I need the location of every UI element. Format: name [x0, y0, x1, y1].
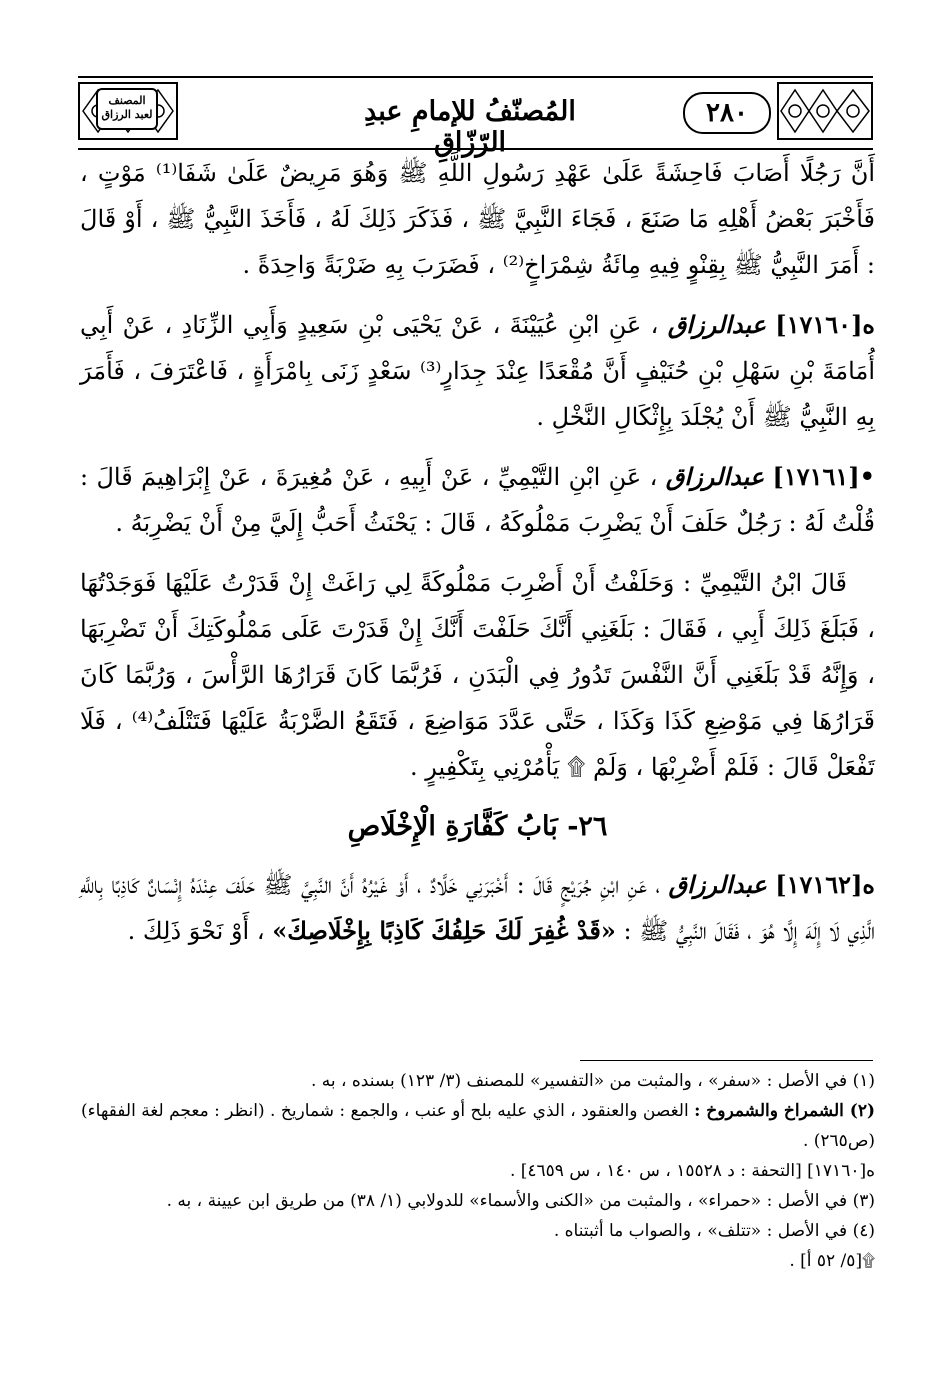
page-number: ٢٨٠ — [683, 92, 771, 134]
main-text — [80, 150, 875, 968]
prophetic-quote: «قَدْ غُفِرَ لَكَ حَلِفُكَ كَاذِبًا بِإِخْلَاصِكَ» — [272, 916, 616, 945]
footnote-1: (١) في الأصل : «سفر» ، والمثبت من «التفسير» للمصنف (٣/ ١٢٣) بسنده ، به . — [310, 1071, 875, 1091]
running-header — [78, 76, 873, 158]
hadith-17162 — [80, 862, 875, 954]
hadith-text: ، عَنِ ابْنِ عُيَيْنَةَ ، عَنْ يَحْيَى بْنِ سَعِيدٍ وَأَبِي الزِّنَادِ ، عَنْ أَبِي أُمَامَةَ بْنِ سَهْلِ بْنِ حُنَيْفٍ أَنَّ مُقْعَدًا عِنْدَ جِدَارٍ⁽³⁾ سَعْدٍ زَنَى بِامْرَأَةٍ ، فَاعْتَرَفَ ، فَأَمَرَ بِهِ النَّبِيُّ ﷺ أَنْ يُجْلَدَ بِإِثْكَالِ النَّخْلِ . — [80, 311, 875, 431]
paragraph-continuation: أَنَّ رَجُلًا أَصَابَ فَاحِشَةً عَلَىٰ عَهْدِ رَسُولِ اللَّهِ ﷺ وَهُوَ مَرِيضٌ عَلَىٰ شَفَا⁽¹⁾ مَوْتٍ ، فَأَخْبَرَ بَعْضُ أَهْلِهِ مَا صَنَعَ ، فَجَاءَ النَّبِيَّ ﷺ ، فَذَكَرَ ذَلِكَ لَهُ ، فَأَخَذَ النَّبِيُّ ﷺ ، أَوْ قَالَ : أَمَرَ النَّبِيُّ ﷺ بِقِنْوٍ فِيهِ مِائَةُ شِمْرَاخٍ⁽²⁾ ، فَضَرَبَ بِهِ ضَرْبَةً وَاحِدَةً . — [80, 159, 876, 279]
paragraph-ibn-taymi: قَالَ ابْنُ التَّيْمِيِّ : وَحَلَفْتُ أَنْ أَضْرِبَ مَمْلُوكَةً لِي رَاغَتْ إِنْ قَدَرْتُ عَلَيْهَا فَوَجَدْتُهَا ، فَبَلَغَ ذَلِكَ أَبِي ، فَقَالَ : بَلَغَنِي أَنَّكَ حَلَفْتَ أَنَّكَ إِنْ قَدَرْتَ عَلَى مَمْلُوكَتِكَ أَنْ تَضْرِبَهَا ، وَإِنَّهُ قَدْ بَلَغَنِي أَنَّ النَّفْسَ تَدُورُ فِي الْبَدَنِ ، فَرُبَّمَا كَانَ قَرَارُهَا الرَّأْسَ ، وَرُبَّمَا كَانَ قَرَارُهَا فِي مَوْضِعِ كَذَا وَكَذَا ، حَتَّى عَدَّدَ مَوَاضِعَ ، فَتَقَعُ الضَّرْبَةُ عَلَيْهَا فَتَتْلَفُ⁽⁴⁾ ، فَلَا تَفْعَلْ قَالَ : فَلَمْ أَضْرِبْهَا ، وَلَمْ ۩ يَأْمُرْنِي بِتَكْفِيرٍ . — [80, 569, 875, 781]
hadith-number: ه[١٧١٦٠] — [775, 310, 875, 339]
narrator: عبدالرزاق — [665, 462, 765, 491]
hadith-number: •[١٧١٦١] — [772, 462, 875, 491]
footnote-3: (٣) في الأصل : «حمراء» ، والمثبت من «الكنى والأسماء» للدولابي (١/ ٣٨) من طريق ابن عيينة ، به . — [166, 1191, 875, 1211]
footnote-tuhfa: ه[١٧١٦٠] [التحفة : د ١٥٥٢٨ ، س ١٤٠ ، س ٤٦٥٩] . — [509, 1161, 875, 1181]
hadith-17161 — [80, 454, 875, 546]
hadith-ending: ، أَوْ نَحْوَ ذَلِكَ . — [127, 917, 265, 945]
ornament-right-icon — [777, 82, 873, 140]
footnote-separator — [580, 1060, 873, 1061]
footnote-4: (٤) في الأصل : «تتلف» ، والصواب ما أثبتناه . — [553, 1221, 875, 1241]
hadith-17160 — [80, 302, 875, 440]
page-title: المُصنّفُ للإمامِ عبدِ الرّزّاقِ — [364, 96, 576, 158]
chapter-heading: ٢٦- بَابُ كَفَّارَةِ الْإِخْلَاصِ — [347, 811, 608, 842]
footnote-text: الغصن والعنقود ، الذي عليه بلح أو عنب ، والجمع : شماريخ . (انظر : معجم لغة الفقهاء) (ص٢٦٥) . — [81, 1101, 875, 1151]
hadith-number: ه[١٧١٦٢] — [775, 870, 875, 899]
hadith-text: ، عَنِ ابْنِ جُرَيْجٍ قَالَ : أَخْبَرَنِي خَلَّادٌ ، أَوْ غَيْرُهُ أَنَّ النَّبِيَّ ﷺ حَلَفَ عِنْدَهُ إِنْسَانٌ كَاذِبًا بِاللَّهِ الَّذِي لَا إِلَهَ إِلَّا هُوَ ، فَقَالَ النَّبِيُّ ﷺ : — [80, 871, 875, 945]
book-logo: المصنف لعبد الرزاق — [96, 88, 158, 130]
footnotes — [80, 1066, 875, 1276]
hadith-text: ، عَنِ ابْنِ التَّيْمِيِّ ، عَنْ أَبِيهِ ، عَنْ مُغِيرَةَ ، عَنْ إِبْرَاهِيمَ قَالَ : قُلْتُ لَهُ : رَجُلٌ حَلَفَ أَنْ يَضْرِبَ مَمْلُوكَهُ ، قَالَ : يَحْنَثُ أَحَبُّ إِلَيَّ مِنْ أَنْ يَضْرِبَهُ . — [80, 463, 875, 537]
narrator: عبدالرزاق — [668, 870, 767, 899]
footnote-2 — [80, 1096, 875, 1156]
footnote-term: (٢) الشمراخ والشمروخ : — [694, 1101, 875, 1121]
narrator: عبدالرزاق — [667, 310, 766, 339]
footnote-folio: ۩[٥/ ٥٢ أ] . — [789, 1251, 875, 1271]
